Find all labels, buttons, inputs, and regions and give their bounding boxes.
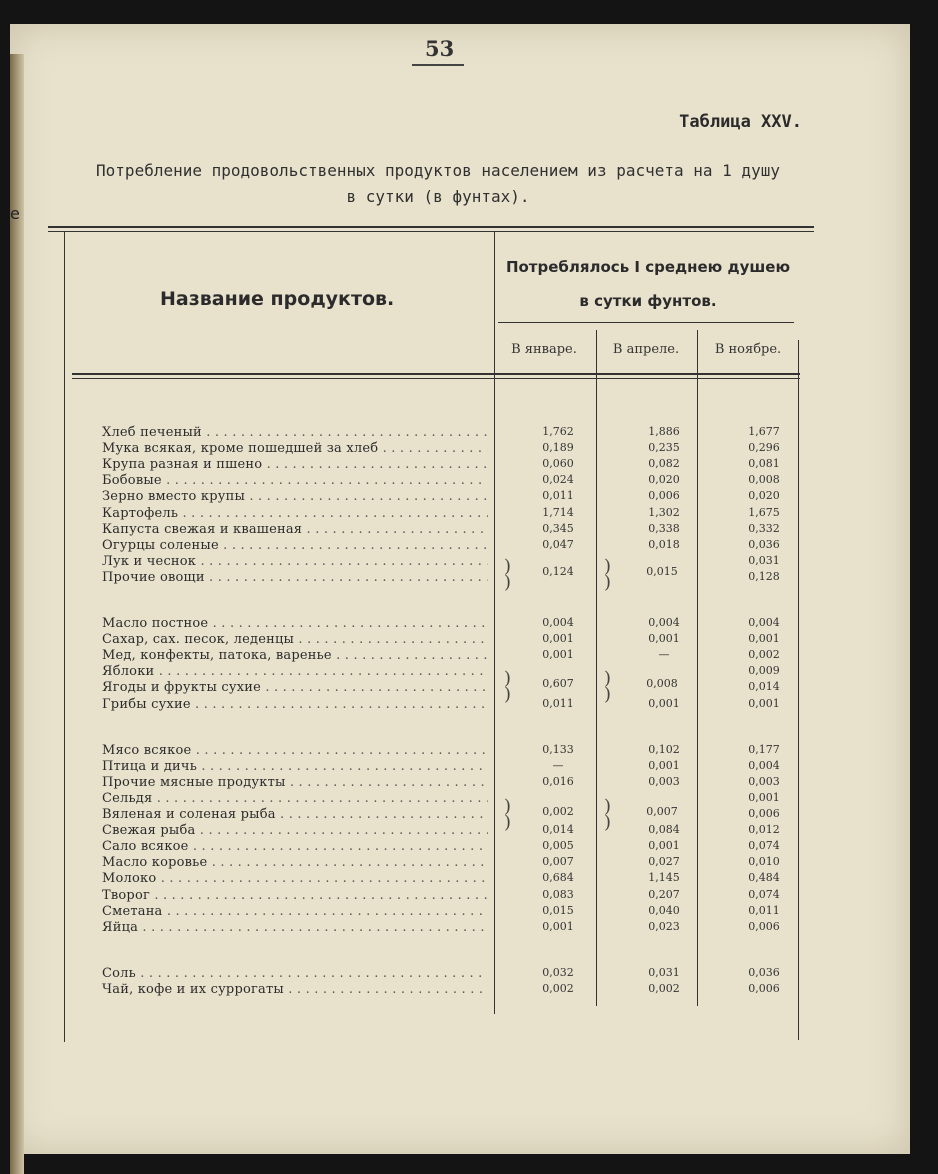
product-name: Молоко . . . bbox=[102, 871, 488, 886]
table-row bbox=[102, 538, 802, 554]
brace-veg-january-b: ) bbox=[504, 572, 512, 593]
value-april: 1,302 bbox=[648, 505, 680, 519]
value-november: 0,020 bbox=[748, 489, 780, 503]
value-november: 0,008 bbox=[748, 473, 780, 487]
value-january: 0,011 bbox=[542, 696, 574, 710]
value-november: 0,011 bbox=[748, 903, 780, 917]
value-january: 0,001 bbox=[542, 648, 574, 662]
value-january: 1,714 bbox=[542, 505, 574, 519]
value-january: 0,133 bbox=[542, 742, 574, 756]
page-number-underline bbox=[412, 64, 464, 66]
value-january: 0,014 bbox=[542, 823, 574, 837]
table-row bbox=[102, 904, 802, 920]
value-january: 0,001 bbox=[542, 919, 574, 933]
table-row bbox=[102, 697, 802, 713]
brace-fish-january: ) bbox=[504, 796, 512, 817]
product-name: Сельдя . . . bbox=[102, 791, 488, 806]
value-january: 0,060 bbox=[542, 457, 574, 471]
brace-fruit-january: ) bbox=[504, 668, 512, 689]
value-april: 0,338 bbox=[648, 521, 680, 535]
product-name: Мука всякая, кроме пошедшей за хлеб . . . bbox=[102, 441, 488, 456]
product-name: Огурцы соленые . . . bbox=[102, 538, 488, 553]
value-january: 0,024 bbox=[542, 473, 574, 487]
value-november: 0,009 bbox=[748, 664, 780, 678]
product-name: Масло постное . . . bbox=[102, 616, 488, 631]
value-november: 0,014 bbox=[748, 680, 780, 694]
table-row bbox=[102, 522, 802, 538]
value-november: 0,036 bbox=[748, 965, 780, 979]
value-april: 0,084 bbox=[648, 823, 680, 837]
value-november: 0,332 bbox=[748, 521, 780, 535]
product-name: Прочие мясные продукты . . . bbox=[102, 775, 488, 790]
value-november: 0,296 bbox=[748, 441, 780, 455]
value-november: 0,128 bbox=[748, 569, 780, 583]
value-november: 0,012 bbox=[748, 823, 780, 837]
table-row bbox=[102, 648, 802, 664]
table-row bbox=[102, 632, 802, 648]
product-name: Зерно вместо крупы . . . bbox=[102, 489, 488, 504]
value-january: 0,345 bbox=[542, 521, 574, 535]
value-april: 0,002 bbox=[648, 981, 680, 995]
value-april: 1,145 bbox=[648, 871, 680, 885]
product-name: Чай, кофе и их суррогаты . . . bbox=[102, 982, 488, 997]
column-header-november: В ноябре. bbox=[714, 342, 782, 357]
brace-fish-january-b: ) bbox=[504, 812, 512, 833]
table-top-rule-thin bbox=[48, 231, 814, 232]
value-january: 0,007 bbox=[542, 855, 574, 869]
value-january: 0,004 bbox=[542, 616, 574, 629]
page-number: 53 bbox=[425, 36, 455, 61]
value-november: 0,006 bbox=[748, 981, 780, 995]
value-april: 0,018 bbox=[648, 537, 680, 551]
table-row bbox=[102, 506, 802, 522]
product-name: Сало всякое . . . bbox=[102, 839, 488, 854]
value-january: 0,002 bbox=[542, 981, 574, 995]
value-november: 0,006 bbox=[748, 919, 780, 933]
value-january: 0,189 bbox=[542, 441, 574, 455]
table-row bbox=[102, 425, 802, 441]
value-january: 0,016 bbox=[542, 774, 574, 788]
value-november: 0,031 bbox=[748, 553, 780, 567]
product-name-header: Название продуктов. bbox=[160, 288, 395, 310]
table-row bbox=[102, 855, 802, 871]
consumption-header-line-2: в сутки фунтов. bbox=[579, 292, 717, 310]
brace-fruit-april-b: ) bbox=[604, 684, 612, 705]
value-november: 0,010 bbox=[748, 855, 780, 869]
table-title bbox=[48, 158, 828, 210]
consumption-header-line-1: Потреблялось I среднею душею bbox=[505, 258, 791, 276]
shared-value-veg-april: 0,015 bbox=[646, 565, 678, 578]
shared-value-fish-april: 0,007 bbox=[646, 805, 678, 818]
value-november: 0,002 bbox=[748, 648, 780, 662]
product-name: Сахар, сах. песок, леденцы . . . bbox=[102, 632, 488, 647]
value-april: 0,023 bbox=[648, 919, 680, 933]
value-april: 0,082 bbox=[648, 457, 680, 471]
value-november: 0,001 bbox=[748, 790, 780, 804]
table-title-line-2: в сутки (в фунтах). bbox=[346, 187, 530, 206]
value-november: 0,484 bbox=[748, 871, 780, 885]
product-name: Масло коровье . . . bbox=[102, 855, 488, 870]
consumption-group-header bbox=[498, 250, 798, 318]
product-name: Грибы сухие . . . bbox=[102, 697, 488, 712]
group-header-rule bbox=[498, 322, 794, 323]
brace-fruit-january-b: ) bbox=[504, 684, 512, 705]
product-name: Творог . . . bbox=[102, 888, 488, 903]
value-april: 0,102 bbox=[648, 742, 680, 756]
table-row bbox=[102, 489, 802, 505]
product-name: Птица и дичь . . . bbox=[102, 759, 488, 774]
brace-veg-january: ) bbox=[504, 556, 512, 577]
margin-mark: e bbox=[10, 204, 20, 223]
table-row bbox=[102, 839, 802, 855]
value-november: 0,004 bbox=[748, 616, 780, 629]
value-january: 1,762 bbox=[542, 425, 574, 438]
table-row bbox=[102, 966, 802, 982]
value-november: 0,001 bbox=[748, 696, 780, 710]
value-november: 1,677 bbox=[748, 425, 780, 438]
value-april: 0,001 bbox=[648, 632, 680, 646]
product-name: Сметана . . . bbox=[102, 904, 488, 919]
table-row bbox=[102, 823, 802, 839]
table-row bbox=[102, 775, 802, 791]
value-january: 0,083 bbox=[542, 887, 574, 901]
value-april: 0,001 bbox=[648, 696, 680, 710]
table-row bbox=[102, 759, 802, 775]
value-april: 0,004 bbox=[648, 616, 680, 629]
shared-value-fruit-january: 0,607 bbox=[542, 677, 574, 690]
product-name: Мясо всякое . . . bbox=[102, 743, 488, 758]
table-row bbox=[102, 441, 802, 457]
value-january: 0,001 bbox=[542, 632, 574, 646]
header-bottom-rule bbox=[72, 373, 800, 375]
product-name: Капуста свежая и квашеная . . . bbox=[102, 522, 488, 537]
product-name: Соль . . . bbox=[102, 966, 488, 981]
product-name: Ягоды и фрукты сухие . . . bbox=[102, 680, 488, 695]
value-january: 0,011 bbox=[542, 489, 574, 503]
value-november: 0,074 bbox=[748, 887, 780, 901]
product-name: Хлеб печеный . . . bbox=[102, 425, 488, 440]
value-january: 0,032 bbox=[542, 965, 574, 979]
value-april: 1,886 bbox=[648, 425, 680, 438]
brace-veg-april-b: ) bbox=[604, 572, 612, 593]
value-january: 0,684 bbox=[542, 871, 574, 885]
product-name: Яйца . . . bbox=[102, 920, 488, 935]
product-name: Прочие овощи . . . bbox=[102, 570, 488, 585]
value-april: 0,001 bbox=[648, 839, 680, 853]
brace-veg-april: ) bbox=[604, 556, 612, 577]
value-november: 0,006 bbox=[748, 807, 780, 820]
product-name: Вяленая и соленая рыба . . . bbox=[102, 807, 488, 822]
product-name: Крупа разная и пшено . . . bbox=[102, 457, 488, 472]
table-row bbox=[102, 616, 802, 632]
value-november: 0,177 bbox=[748, 742, 780, 756]
product-name: Бобовые . . . bbox=[102, 473, 488, 488]
value-april: 0,020 bbox=[648, 473, 680, 487]
value-january: 0,005 bbox=[542, 839, 574, 853]
product-name: Лук и чеснок . . . bbox=[102, 554, 488, 569]
table-top-rule bbox=[48, 226, 814, 228]
value-april: 0,031 bbox=[648, 965, 680, 979]
header-bottom-rule-thin bbox=[72, 378, 800, 379]
value-april: 0,040 bbox=[648, 903, 680, 917]
table-row bbox=[102, 871, 802, 887]
table-left-border bbox=[64, 232, 65, 1042]
value-april: 0,235 bbox=[648, 441, 680, 455]
table-title-line-1: Потребление продовольственных продуктов населением из расчета на 1 душу bbox=[96, 161, 780, 180]
table-row bbox=[102, 743, 802, 759]
product-name: Мед, конфекты, патока, варенье . . . bbox=[102, 648, 488, 663]
value-april: 0,207 bbox=[648, 887, 680, 901]
brace-fruit-april: ) bbox=[604, 668, 612, 689]
shared-value-fish-january: 0,002 bbox=[542, 805, 574, 818]
value-november: 0,036 bbox=[748, 537, 780, 551]
value-november: 1,675 bbox=[748, 505, 780, 519]
value-november: 0,081 bbox=[748, 457, 780, 471]
table-row bbox=[102, 920, 802, 936]
column-header-january: В январе. bbox=[511, 342, 577, 357]
shared-value-fruit-april: 0,008 bbox=[646, 677, 678, 690]
table-row bbox=[102, 457, 802, 473]
brace-fish-april-b: ) bbox=[604, 812, 612, 833]
table-row bbox=[102, 982, 802, 998]
product-name: Яблоки . . . bbox=[102, 664, 488, 679]
column-header-april: В апреле. bbox=[612, 342, 680, 357]
value-april: 0,001 bbox=[648, 758, 680, 772]
brace-fish-april: ) bbox=[604, 796, 612, 817]
table-row bbox=[102, 888, 802, 904]
value-november: 0,003 bbox=[748, 774, 780, 788]
value-january: 0,047 bbox=[542, 537, 574, 551]
value-april: 0,006 bbox=[648, 489, 680, 503]
shared-value-veg-january: 0,124 bbox=[542, 565, 574, 578]
value-april: 0,003 bbox=[648, 774, 680, 788]
value-january: 0,015 bbox=[542, 903, 574, 917]
value-november: 0,004 bbox=[748, 758, 780, 772]
value-november: 0,074 bbox=[748, 839, 780, 853]
table-row bbox=[102, 473, 802, 489]
value-november: 0,001 bbox=[748, 632, 780, 646]
product-name: Картофель . . . bbox=[102, 506, 488, 521]
value-january: — bbox=[552, 758, 564, 772]
product-name: Свежая рыба . . . bbox=[102, 823, 488, 838]
table-number: Таблица XXV. bbox=[679, 112, 802, 132]
value-april: — bbox=[658, 648, 670, 662]
value-april: 0,027 bbox=[648, 855, 680, 869]
